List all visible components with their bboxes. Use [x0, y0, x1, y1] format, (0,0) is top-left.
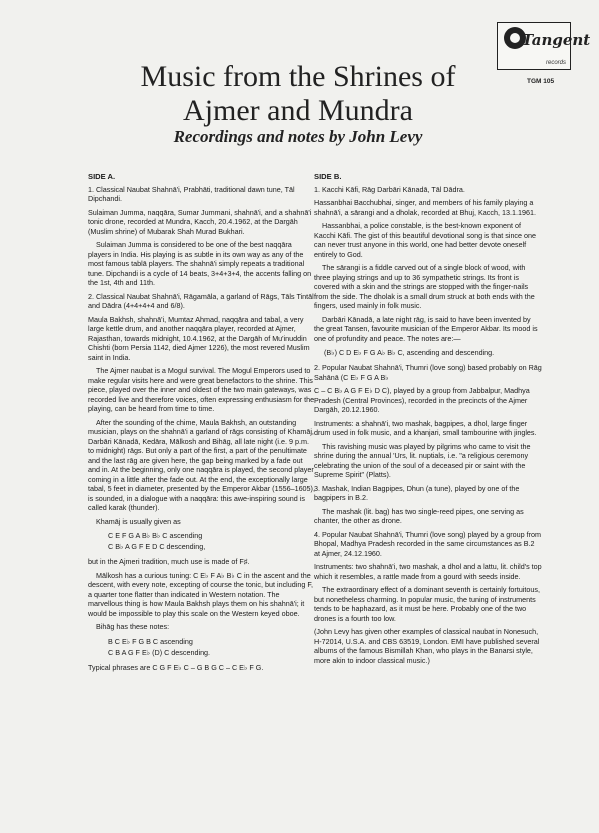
side-b-paragraph: C – C B♭ A G F E♭ D C), played by a group from Jabbalpur, Madhya Pradesh (Central Provinces), recorded in the precincts of the Ajmer Dargāh, 20.12.1960.: [314, 386, 530, 414]
side-b-track-2: 2. Popular Naubat Shahnā'i, Thumri (love song) based probably on Rāg Sahānā (C E♭ F G A B♭: [314, 363, 542, 382]
logo-brand: Tangent: [522, 31, 591, 49]
side-b-column: [314, 172, 542, 669]
side-b-paragraph: Instruments: a shahnā'i, two mashak, bagpipes, a dhol, large finger drum used in folk music, and a khanjari, small tambourine with jingles.: [314, 418, 537, 437]
catalog-number: TGM 105: [527, 78, 555, 85]
notation-line: C B♭ A G F E D C descending,: [108, 542, 206, 551]
side-b-paragraph: Darbāri Kānadā, a late night rāg, is said to have been invented by the great Tansen, favourite musician of the Emperor Akbar. Its mood is one of profundity and peace. The notes are:—: [314, 314, 538, 343]
side-b-paragraph: (John Levy has given other examples of classical naubat in Nonesuch, H-72014, U.S.A. and CBS 63519, London. EMI have published several albums of the famous Bismillah Khan, who plays in the Banarsi style, more akin to indoor classical music.): [314, 627, 540, 665]
side-a-paragraph: The Ajmer naubat is a Mogul survival. The Mogul Emperors used to make regular visits here and were great benefactors to the shrine. This piece, played over the inner and oldest of the two main gateways, was recorded live and therefore voices, often expressing enthusiasm for the playing, can be heard from time to time.: [88, 366, 315, 413]
notation-line: B C E♭ F G B C ascending: [108, 636, 193, 646]
notation-line: C E F G A B♭ B♭ C ascending: [108, 531, 203, 540]
side-a-paragraph: but in the Ajmeri tradition, much use is made of F♯.: [88, 557, 250, 566]
side-b-track-1: 1. Kacchi Kāfi, Rāg Darbāri Kānadā, Tāl Dādra.: [314, 184, 465, 194]
side-b-track-4: 4. Popular Naubat Shahnā'i, Thumri (love song) played by a group from Bhopal, Madhya Pradesh recorded in the same circumstances as B.2 at Ajmer, 24.12.1960.: [314, 529, 541, 558]
darbari-notation: [324, 347, 542, 358]
bihag-notation: [108, 636, 316, 658]
side-a-paragraph: Khamāj is usually given as: [96, 516, 181, 526]
page-title: [118, 60, 478, 128]
side-b-paragraph: The mashak (lit. bag) has two single-reed pipes, one serving as chanter, the other as drone.: [314, 506, 524, 525]
side-a-track-2-credits: Maula Bakhsh, shahnā'i, Mumtaz Ahmad, naqqāra and tabal, a very large kettle drum, and another naqqāra player, recorded at Ajmer, Rajasthan, towards midnight, 10.4.1962, at the Dargāh of Mu'inuddin Chishti (born Persia 1142, died Ajmer 1226), the most revered Muslim saint in India.: [88, 314, 310, 362]
side-a-paragraph: Mālkosh has a curious tuning: C E♭ F A♭ B♭ C in the ascent and the descent, with every note, excepting of course the tonic, but including F, a quarter tone flatter than indicated in Western notation. The marvellous thing is how Maula Bakhsh plays them on his shahnā'i; it would be impossible to play this scale on the Western keyed oboe.: [88, 570, 313, 618]
side-b-paragraph: Hassanbhai, a police constable, is the best-known exponent of Kacchi Kāfi. The gist of this beautiful devotional song is that since one can never trust anyone in this world, one had better devote oneself entirely to God.: [314, 221, 537, 259]
side-a-track-2: 2. Classical Naubat Shahnā'i, Rāgamāla, a garland of Rāgs, Tāls Tintāl and Dādra (4+4+4+4 and 6/8).: [88, 291, 314, 310]
side-b-heading: SIDE B.: [314, 172, 342, 181]
tangent-logo: [497, 22, 591, 70]
side-b-paragraph: This ravishing music was played by pilgrims who came to visit the shrine during the annual 'Urs, lit. nuptials, i.e. "a religious ceremony celebrating the union of the soul of a deceased pir or saint with the Supreme Spirit" (Platts).: [314, 441, 531, 479]
side-a-paragraph: After the sounding of the chime, Maula Bakhsh, an outstanding musician, plays on the shahnā'i a garland of rāgs consisting of Khamāj, Darbāri Kānadā, Kedāra, Mālkosh and Bihāg, all late night (i.e. 9 p.m. to midnight) rāgs. But only a part of the first, a part of the penultimate and the last rāg are given here, the gap being marked by a fade out and in. At the beginning, only one naqqāra is played, the second player coming in a little after the fade out. At the end, the exceptionally large tabal, 5 feet in diameter, presented by the Emperor Akbar (1556–1605), is sounded, in a dialogue with a naqqāra: this awe-inspiring sound is called karak (thunder).: [88, 417, 315, 512]
page-subtitle: Recordings and notes by John Levy: [173, 127, 423, 146]
side-b-track-1-credits: Hassanbhai Bacchubhai, singer, and members of his family playing a shahnā'i, a sārangi and a dholak, recorded at Bhuj, Kacch, 13.1.1961.: [314, 198, 536, 217]
side-a-heading: SIDE A.: [88, 172, 116, 181]
side-b-track-3: 3. Mashak, Indian Bagpipes, Dhun (a tune), played by one of the bagpipers in B.2.: [314, 483, 520, 502]
side-b-paragraph: The extraordinary effect of a dominant seventh is certainly fortuitous, but nonetheless charming. In popular music, the tuning of instruments tends to be haphazard, as it must be here. Probably one of the two drones is a fourth too low.: [314, 585, 541, 623]
side-a-track-1-notes: Sulaiman Jumma is considered to be one of the best naqqāra players in India. His playing is as subtle in its own way as any of the most famous tablā players. The shahnā'i simply repeats a traditional tune. Dipchandi is a cycle of 14 beats, 3+4+3+4, the accents falling on the 1st, 4th and 11th.: [88, 240, 312, 287]
title-line-1: Music from the Shrines of: [140, 60, 456, 93]
side-a-column: [88, 172, 316, 676]
logo-sub: records: [545, 60, 566, 66]
notation-line: (B♭) C D E♭ F G A♭ B♭ C, ascending and descending.: [324, 348, 495, 357]
khamaj-notation: [108, 530, 316, 552]
side-b-paragraph: Instruments: two shahnā'i, two mashak, a dhol and a lattu, lit. child's top which it resembles, a rattle made from a gourd with seeds inside.: [314, 562, 542, 581]
side-a-track-1: 1. Classical Naubat Shahnā'i, Prabhāti, traditional dawn tune, Tāl Dipchandi.: [88, 184, 295, 203]
side-a-paragraph: Typical phrases are C G F E♭ C – G B G C – C E♭ F G.: [88, 662, 264, 672]
side-a-paragraph: Bihāg has these notes:: [96, 622, 170, 631]
side-a-track-1-credits: Sulaiman Jumma, naqqāra, Sumar Jummani, shahnā'i, and a shahnā'i tonic drone, recorded at Mundra, Kacch, 20.4.1962, at the Dargāh (Muslim shrine) of Mubarak Shah Murad Bukhari.: [88, 207, 312, 236]
side-b-paragraph: The sārangi is a fiddle carved out of a single block of wood, with three playing strings and up to 36 sympathetic strings. Its front is covered with a skin and the strings are stopped with the finger-nails from the side. The dholak is a small drum struck at both ends with the fingers, used mainly in folk music.: [314, 263, 535, 310]
notation-line: C B A G F E♭ (D) C descending.: [108, 647, 211, 657]
title-line-2: Ajmer and Mundra: [183, 94, 413, 127]
